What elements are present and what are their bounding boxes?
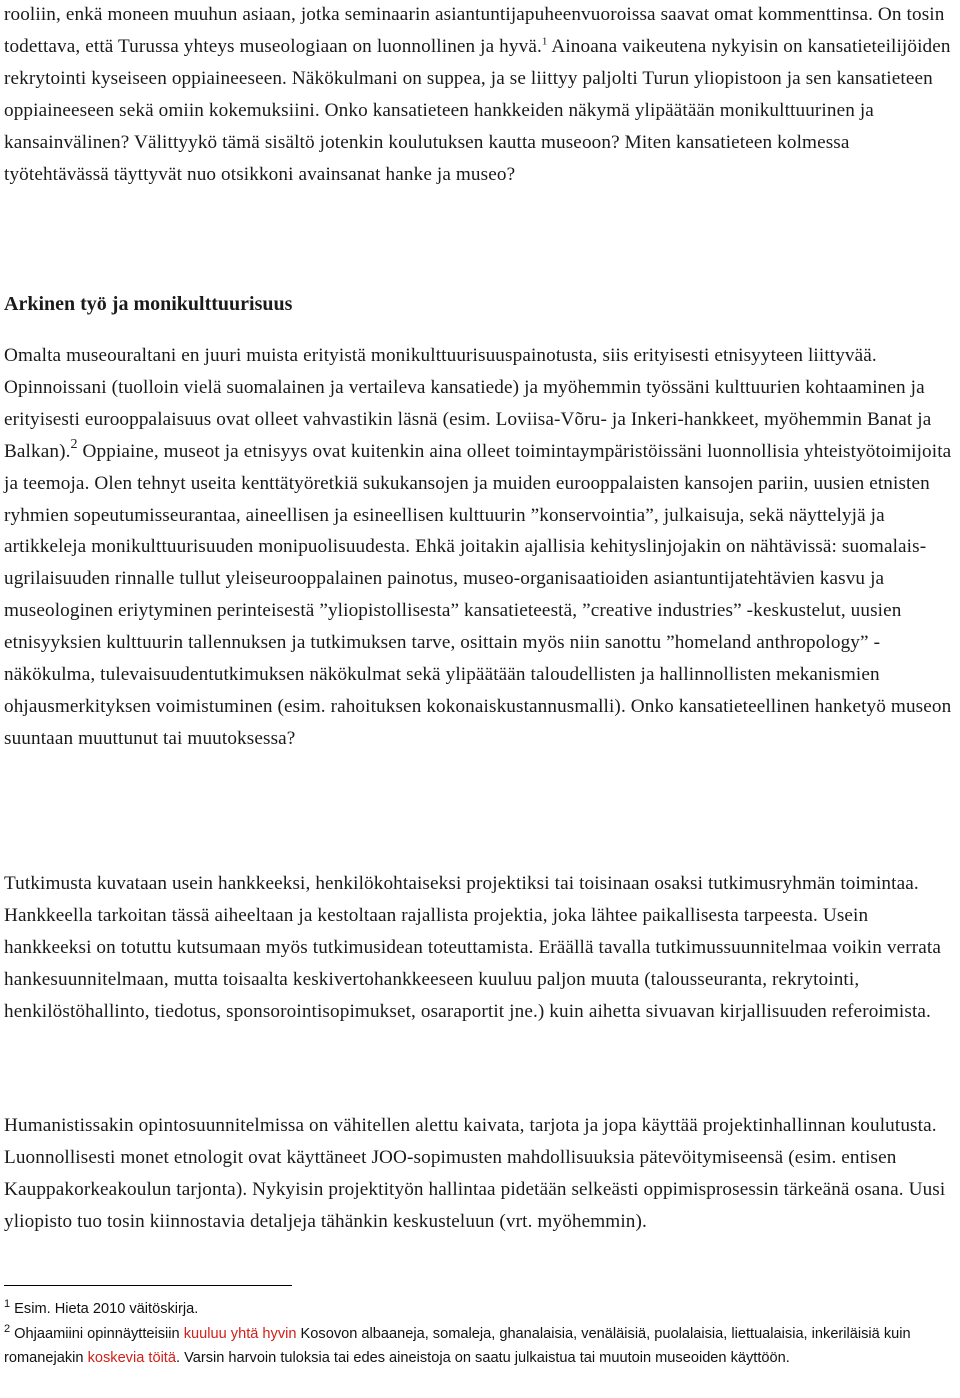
intro-paragraph bbox=[4, 0, 956, 190]
paragraph-1-text-1: Omalta museouraltani en juuri muista erityistä monikulttuurisuuspainotusta, siis erityisesti etnisyyteen liittyvää. Opinnoissani (tuolloin vielä suomalainen ja vertaileva kansatiede) ja myöhemmin työssäni kulttuurien kohtaaminen ja erityisesti eurooppalaisuus ovat olleet vahvastikin läsnä (esim. Loviisa-Võru- ja Inkeri-hankkeet, myöhemmin Banat ja Balkan). bbox=[4, 345, 932, 462]
footnote-ref-2[interactable]: 2 bbox=[70, 436, 78, 452]
intro-text-1: rooliin, enkä moneen muuhun asiaan, jotka seminaarin asiantuntijapuheenvuoroissa saavat omat kommenttinsa. On tosin todettava, että Turussa yhteys museologiaan on luonnollinen ja hyvä. bbox=[4, 4, 945, 57]
paragraph-monikulttuurisuus bbox=[4, 340, 956, 755]
footnote-2-highlight-2: koskevia töitä bbox=[87, 1350, 176, 1367]
footnote-2-number: 2 bbox=[4, 1323, 11, 1335]
footnote-2 bbox=[4, 1322, 956, 1370]
footnote-1 bbox=[4, 1297, 198, 1321]
footnote-1-number: 1 bbox=[4, 1298, 11, 1310]
section-heading: Arkinen työ ja monikulttuurisuus bbox=[4, 293, 293, 315]
footnote-divider bbox=[4, 1285, 292, 1286]
footnote-2-highlight-1: kuuluu yhtä hyvin bbox=[183, 1326, 297, 1342]
footnote-ref-1[interactable]: 1 bbox=[541, 35, 548, 48]
paragraph-1-text-2: Oppiaine, museot ja etnisyys ovat kuitenkin aina olleet toimintaympäristöissäni luonnollisia yhteistyötoimijoita ja teemoja. Olen tehnyt useita kenttätyöretkiä sukukansojen ja muiden eurooppalaisten kansojen pariin, uusien etnisten ryhmien sopeutumisseurantaa, aineellisen ja esineellisen kulttuurin ”konservointia”, julkaisuja, sekä näyttelyjä ja artikkeleja monikulttuurisuuden monipuolisuudesta. Ehkä joitakin ajallisia kehityslinjojakin on nähtävissä: suomalais-ugrilaisuuden rinnalle tullut yleiseurooppalainen painotus, museo-organisaatioiden asiantuntijatehtävien kasvu ja museologinen eriytyminen perinteisestä ”yliopistollisesta” kansatieteestä, ”creative industries” -keskustelut, uusien etnisyyksien kulttuurin tallennuksen ja tutkimuksen tarve, osittain myös niin sanottu ”homeland anthropology” -näkökulma, tulevaisuudentutkimuksen näkökulmat sekä ylipäätään taloudellisten ja hallinnollisten mekanismien ohjausmerkityksen voimistuminen (esim. rahoituksen kokonaiskustannusmalli). Onko kansatieteellinen hanketyö museon suuntaan muuttunut tai muutoksessa? bbox=[4, 440, 952, 749]
footnote-2-text-2: Kosovon albaaneja, somaleja, ghanalaisia, venäläisiä, puolalaisia, liettualaisia, inkeriläisiä kuin romanejakin bbox=[4, 1326, 911, 1367]
footnote-2-text-3: . Varsin harvoin tuloksia tai edes aineistoja on saatu julkaistua tai muutoin museoiden käyttöön. bbox=[175, 1350, 790, 1367]
footnote-2-text-1: Ohjaamiini opinnäytteisiin bbox=[10, 1326, 184, 1342]
paragraph-humanistit: Humanistissakin opintosuunnitelmissa on vähitellen alettu kaivata, tarjota ja jopa käyttää projektinhallinnan koulutusta. Luonnollisesti monet etnologit ovat käyttäneet JOO-sopimusten mahdollisuuksia pätevöitymiseensä (esim. entisen Kauppakorkeakoulun tarjonta). Nykyisin projektityön hallintaa pidetään selkeästi oppimisprosessin tärkeänä osana. Uusi yliopisto tuo tosin kiinnostavia detaljeja tähänkin keskusteluun (vrt. myöhemmin). bbox=[4, 1115, 946, 1232]
paragraph-tutkimus: Tutkimusta kuvataan usein hankkeeksi, henkilökohtaiseksi projektiksi tai toisinaan osaksi tutkimusryhmän toimintaa. Hankkeella tarkoitan tässä aiheeltaan ja kestoltaan rajallista projektia, joka lähtee paikallisesta tarpeesta. Usein hankkeeksi on totuttu kutsumaan myös tutkimusidean toteuttamista. Eräällä tavalla tutkimussuunnitelmaa voikin verrata hankesuunnitelmaan, mutta toisaalta keskivertohankkeeseen kuuluu paljon muuta (talousseuranta, rekrytointi, henkilöstöhallinto, tiedotus, sponsorointisopimukset, osaraportit jne.) kuin aihetta sivuavan kirjallisuuden referoimista. bbox=[4, 873, 941, 1022]
footnote-1-text: Esim. Hieta 2010 väitöskirja. bbox=[10, 1301, 199, 1317]
intro-text-2: Ainoana vaikeutena nykyisin on kansatieteilijöiden rekrytointi kyseiseen oppiaineeseen. Näkökulmani on suppea, ja se liittyy paljolti Turun yliopistoon ja sen kansatieteen oppiaineeseen sekä omiin kokemuksiini. Onko kansatieteen hankkeiden näkymä ylipäätään monikulttuurinen ja kansainvälinen? Välittyykö tämä sisältö jotenkin koulutuksen kautta museoon? Miten kansatieteen kolmessa työtehtävässä täyttyvät nuo otsikkoni avainsanat hanke ja museo? bbox=[4, 35, 951, 185]
